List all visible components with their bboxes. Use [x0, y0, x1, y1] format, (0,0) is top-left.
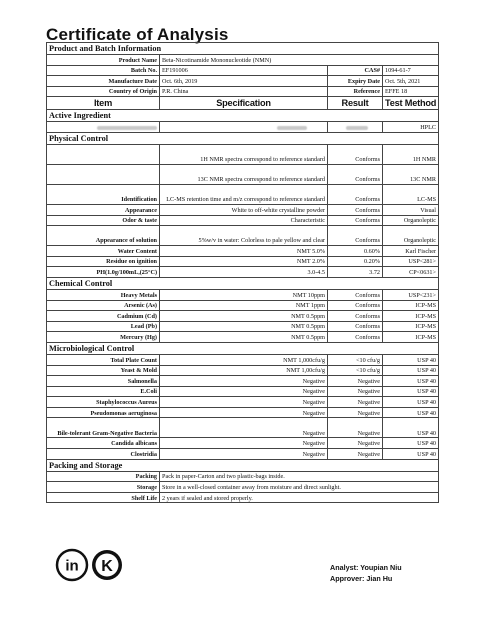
- physical-method: LC-MS: [383, 184, 439, 204]
- micro-parameter: Bile-tolerant Gram-Negative Bacteria: [47, 418, 160, 438]
- chemical-parameter: Mercury (Hg): [47, 332, 160, 343]
- physical-row: [47, 215, 439, 226]
- chemical-result: Conforms: [328, 289, 383, 300]
- micro-parameter: Salmonella: [47, 376, 160, 387]
- physical-row: [47, 144, 439, 164]
- section-micro: Microbiological Control: [47, 342, 439, 354]
- physical-result: 0.60%: [328, 246, 383, 257]
- physical-specification: LC-MS retention time and m/z correspond to reference standard: [160, 184, 328, 204]
- micro-parameter: Candida albicans: [47, 438, 160, 449]
- in-logo: [57, 550, 87, 580]
- micro-specification: Negative: [160, 418, 328, 438]
- chemical-result: Conforms: [328, 311, 383, 322]
- physical-method: Organoleptic: [383, 226, 439, 246]
- micro-row: [47, 407, 439, 418]
- micro-row: [47, 397, 439, 408]
- chemical-row: [47, 300, 439, 311]
- chemical-row: [47, 321, 439, 332]
- physical-parameter: Water Content: [47, 246, 160, 257]
- chemical-method: ICP-MS: [383, 321, 439, 332]
- physical-row: [47, 204, 439, 215]
- chemical-specification: NMT 0.5ppm: [160, 321, 328, 332]
- chemical-specification: NMT 0.5ppm: [160, 332, 328, 343]
- micro-method: USP 40: [383, 354, 439, 365]
- micro-result: Negative: [328, 407, 383, 418]
- micro-row: [47, 418, 439, 438]
- micro-result: <10 cfu/g: [328, 365, 383, 376]
- micro-result: Negative: [328, 438, 383, 449]
- micro-parameter: E.Coli: [47, 386, 160, 397]
- micro-method: USP 40: [383, 365, 439, 376]
- active-method: HPLC: [383, 122, 439, 133]
- physical-method: Organoleptic: [383, 215, 439, 226]
- section-packing: Packing and Storage: [47, 459, 439, 471]
- reference-value: EFFE 18: [383, 86, 439, 97]
- micro-result: Negative: [328, 418, 383, 438]
- section-physical: Physical Control: [47, 132, 439, 144]
- packing-row: [47, 471, 439, 482]
- packing-row: [47, 482, 439, 493]
- micro-specification: Negative: [160, 397, 328, 408]
- micro-method: USP 40: [383, 418, 439, 438]
- micro-parameter: Total Plate Count: [47, 354, 160, 365]
- section-active: Active Ingredient: [47, 110, 439, 122]
- micro-row: [47, 438, 439, 449]
- cas-label: CAS#: [328, 65, 383, 76]
- chemical-parameter: Arsenic (As): [47, 300, 160, 311]
- micro-specification: Negative: [160, 449, 328, 460]
- physical-parameter: [47, 144, 160, 164]
- micro-row: [47, 449, 439, 460]
- physical-method: Karl Fischer: [383, 246, 439, 257]
- origin-value: P.R. China: [160, 86, 328, 97]
- document-title: Certificate of Analysis: [46, 25, 229, 44]
- packing-label: Storage: [47, 482, 160, 493]
- micro-row: [47, 365, 439, 376]
- physical-specification: NMT 2.0%: [160, 256, 328, 267]
- packing-row: [47, 492, 439, 503]
- expiry-date-label: Expiry Date: [328, 76, 383, 87]
- analyst-signature: Analyst: Youpian Niu: [330, 563, 402, 572]
- physical-specification: 3.0-4.5: [160, 267, 328, 278]
- chemical-method: ICP-MS: [383, 311, 439, 322]
- chemical-row: [47, 289, 439, 300]
- physical-row: [47, 267, 439, 278]
- active-spec-redacted: [160, 122, 328, 133]
- physical-specification: Characteristic: [160, 215, 328, 226]
- batch-label: Batch No.: [47, 65, 160, 76]
- expiry-date-value: Oct. 5th, 2021: [383, 76, 439, 87]
- packing-value: Store in a well-closed container away from moisture and direct sunlight.: [160, 482, 439, 493]
- physical-parameter: Appearance of solution: [47, 226, 160, 246]
- micro-specification: Negative: [160, 376, 328, 387]
- physical-specification: 1H NMR spectra correspond to reference standard: [160, 144, 328, 164]
- micro-specification: Negative: [160, 407, 328, 418]
- physical-row: [47, 256, 439, 267]
- reference-label: Reference: [328, 86, 383, 97]
- certification-logos: [55, 548, 127, 582]
- packing-label: Shelf Life: [47, 492, 160, 503]
- physical-result: Conforms: [328, 184, 383, 204]
- chemical-specification: NMT 10ppm: [160, 289, 328, 300]
- physical-method: 1H NMR: [383, 144, 439, 164]
- physical-specification: White to off-white crystalline powder: [160, 204, 328, 215]
- mfg-date-label: Manufacture Date: [47, 76, 160, 87]
- physical-parameter: Odor & taste: [47, 215, 160, 226]
- micro-row: [47, 386, 439, 397]
- micro-method: USP 40: [383, 438, 439, 449]
- physical-result: Conforms: [328, 164, 383, 184]
- section-chemical: Chemical Control: [47, 277, 439, 289]
- physical-result: Conforms: [328, 226, 383, 246]
- active-result-redacted: [328, 122, 383, 133]
- product-name-value: Beta-Nicotinamide Mononucleotide (NMN): [160, 55, 439, 66]
- chemical-result: Conforms: [328, 321, 383, 332]
- micro-result: Negative: [328, 386, 383, 397]
- chemical-method: USP<231>: [383, 289, 439, 300]
- chemical-row: [47, 332, 439, 343]
- product-name-label: Product Name: [47, 55, 160, 66]
- col-head-spec: Specification: [160, 97, 328, 110]
- chemical-parameter: Heavy Metals: [47, 289, 160, 300]
- physical-result: Conforms: [328, 204, 383, 215]
- micro-method: USP 40: [383, 449, 439, 460]
- physical-method: USP<281>: [383, 256, 439, 267]
- col-head-result: Result: [328, 97, 383, 110]
- chemical-method: ICP-MS: [383, 300, 439, 311]
- physical-specification: 5%w/v in water: Colorless to pale yellow and clear: [160, 226, 328, 246]
- physical-row: [47, 164, 439, 184]
- micro-result: Negative: [328, 397, 383, 408]
- physical-method: 13C NMR: [383, 164, 439, 184]
- physical-row: [47, 184, 439, 204]
- physical-method: CP<0631>: [383, 267, 439, 278]
- origin-label: Country of Origin: [47, 86, 160, 97]
- chemical-method: ICP-MS: [383, 332, 439, 343]
- physical-method: Visual: [383, 204, 439, 215]
- micro-row: [47, 354, 439, 365]
- chemical-result: Conforms: [328, 332, 383, 343]
- micro-method: USP 40: [383, 386, 439, 397]
- micro-parameter: Yeast & Mold: [47, 365, 160, 376]
- micro-specification: Negative: [160, 438, 328, 449]
- chemical-specification: NMT 1ppm: [160, 300, 328, 311]
- chemical-parameter: Cadmium (Cd): [47, 311, 160, 322]
- micro-parameter: Staphylococcus Aureus: [47, 397, 160, 408]
- micro-method: USP 40: [383, 397, 439, 408]
- chemical-specification: NMT 0.5ppm: [160, 311, 328, 322]
- k-logo: [92, 550, 122, 580]
- section-product: Product and Batch Information: [47, 43, 439, 55]
- chemical-parameter: Lead (Pb): [47, 321, 160, 332]
- cas-value: 1094-61-7: [383, 65, 439, 76]
- micro-method: USP 40: [383, 376, 439, 387]
- svg-text:K: K: [101, 558, 113, 575]
- physical-parameter: PH(1.0g/100mL,(25°C): [47, 267, 160, 278]
- col-head-item: Item: [47, 97, 160, 110]
- physical-row: [47, 246, 439, 257]
- packing-label: Packing: [47, 471, 160, 482]
- micro-result: <10 cfu/g: [328, 354, 383, 365]
- approver-signature: Approver: Jian Hu: [330, 574, 393, 583]
- micro-method: USP 40: [383, 407, 439, 418]
- active-param-redacted: [47, 122, 160, 133]
- mfg-date-value: Oct. 6th, 2019: [160, 76, 328, 87]
- physical-specification: NMT 5.0%: [160, 246, 328, 257]
- physical-row: [47, 226, 439, 246]
- physical-parameter: Residue on ignition: [47, 256, 160, 267]
- svg-text:in: in: [65, 557, 79, 575]
- micro-specification: Negative: [160, 386, 328, 397]
- packing-value: 2 years if sealed and stored properly.: [160, 492, 439, 503]
- micro-parameter: Clostridia: [47, 449, 160, 460]
- packing-value: Pack in paper-Carton and two plastic-bags inside.: [160, 471, 439, 482]
- physical-result: 3.72: [328, 267, 383, 278]
- physical-parameter: Identification: [47, 184, 160, 204]
- physical-parameter: [47, 164, 160, 184]
- micro-result: Negative: [328, 376, 383, 387]
- micro-parameter: Pseudomonas aeruginosa: [47, 407, 160, 418]
- physical-parameter: Appearance: [47, 204, 160, 215]
- batch-value: EF191006: [160, 65, 328, 76]
- micro-specification: NMT 1,000cfu/g: [160, 354, 328, 365]
- chemical-result: Conforms: [328, 300, 383, 311]
- micro-specification: NMT 1,00cfu/g: [160, 365, 328, 376]
- physical-result: Conforms: [328, 215, 383, 226]
- physical-result: 0.20%: [328, 256, 383, 267]
- physical-specification: 13C NMR spectra correspond to reference standard: [160, 164, 328, 184]
- physical-result: Conforms: [328, 144, 383, 164]
- micro-row: [47, 376, 439, 387]
- certificate-table: [46, 42, 439, 503]
- col-head-method: Test Method: [383, 97, 439, 110]
- chemical-row: [47, 311, 439, 322]
- micro-result: Negative: [328, 449, 383, 460]
